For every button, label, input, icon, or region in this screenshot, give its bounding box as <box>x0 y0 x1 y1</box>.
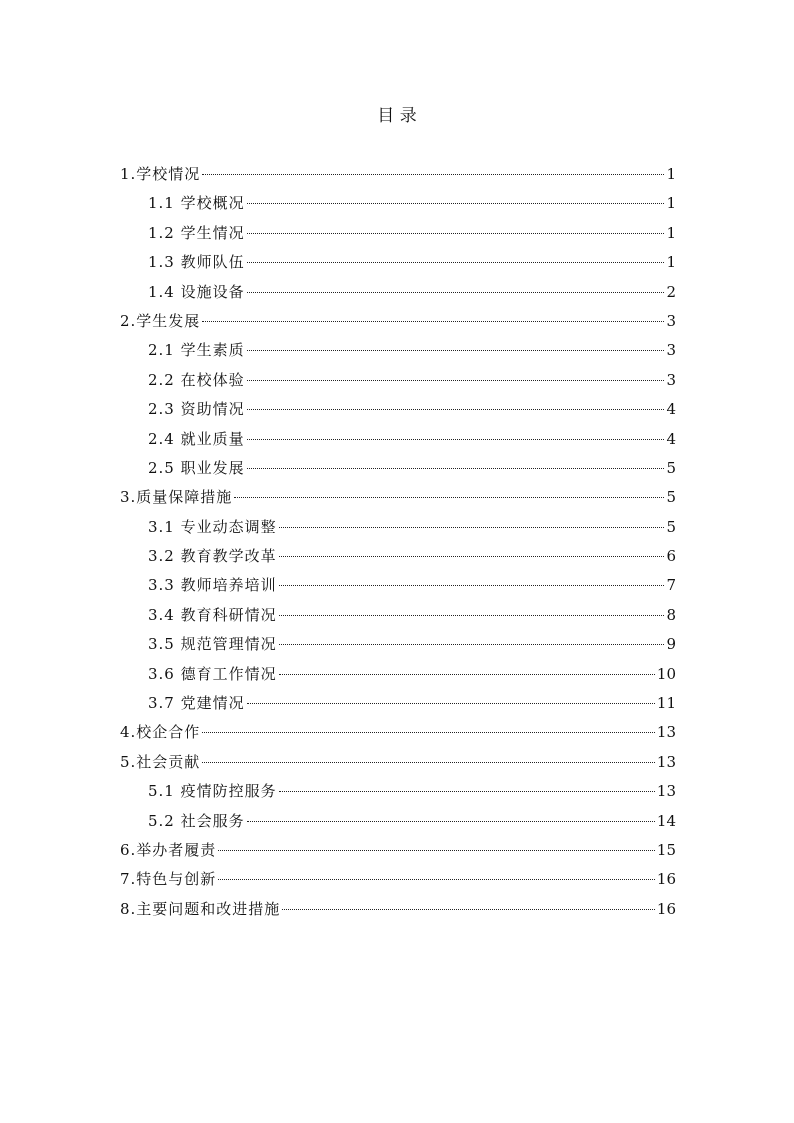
toc-page-number: 13 <box>656 752 676 771</box>
toc-page-number: 3 <box>666 370 676 389</box>
toc-dot-leader <box>247 262 665 263</box>
toc-entry[interactable] <box>120 542 676 571</box>
toc-entry-label: 5.社会贡献 <box>120 752 201 771</box>
toc-dot-leader <box>279 791 655 792</box>
toc-entry[interactable] <box>120 366 676 395</box>
toc-dot-leader <box>247 292 665 293</box>
toc-entry-label: 2.4 就业质量 <box>148 429 245 448</box>
toc-page-number: 16 <box>656 870 676 889</box>
toc-page-number: 2 <box>666 282 676 301</box>
toc-dot-leader <box>247 233 665 234</box>
toc-dot-leader <box>279 527 665 528</box>
toc-entry-label: 3.5 规范管理情况 <box>148 635 277 654</box>
toc-entry-label: 1.学校情况 <box>120 165 201 183</box>
toc-page-number: 9 <box>666 635 676 654</box>
toc-entry-label: 7.特色与创新 <box>120 870 217 889</box>
toc-entry-label: 1.1 学校概况 <box>148 194 245 213</box>
toc-entry[interactable] <box>120 483 676 512</box>
toc-entry[interactable] <box>120 454 676 483</box>
toc-page-number: 13 <box>656 723 676 742</box>
toc-page-number: 16 <box>656 899 676 918</box>
toc-entry[interactable] <box>120 425 676 454</box>
toc-entry[interactable] <box>120 160 676 189</box>
toc-entry[interactable] <box>120 336 676 365</box>
toc-entry[interactable] <box>120 865 676 894</box>
toc-dot-leader <box>202 732 655 733</box>
toc-entry-label: 1.4 设施设备 <box>148 282 245 301</box>
toc-entry[interactable] <box>120 278 676 307</box>
toc-entry-label: 3.2 教育教学改革 <box>148 547 277 566</box>
table-of-contents <box>120 160 676 924</box>
toc-page-number: 11 <box>656 694 676 713</box>
toc-entry-label: 5.1 疫情防控服务 <box>148 782 277 801</box>
toc-entry[interactable] <box>120 307 676 336</box>
toc-entry-label: 6.举办者履责 <box>120 840 217 859</box>
toc-page-number: 13 <box>656 782 676 801</box>
toc-dot-leader <box>202 174 664 175</box>
toc-page-number: 4 <box>666 400 676 419</box>
toc-entry[interactable] <box>120 630 676 659</box>
toc-dot-leader <box>234 497 664 498</box>
toc-dot-leader <box>279 556 665 557</box>
toc-dot-leader <box>279 674 655 675</box>
toc-page-number: 14 <box>656 811 676 830</box>
toc-page-number: 1 <box>666 194 676 213</box>
toc-entry[interactable] <box>120 601 676 630</box>
toc-dot-leader <box>279 615 665 616</box>
toc-entry-label: 3.4 教育科研情况 <box>148 605 277 624</box>
toc-entry-label: 3.7 党建情况 <box>148 694 245 713</box>
toc-dot-leader <box>247 380 665 381</box>
toc-entry-label: 2.3 资助情况 <box>148 400 245 419</box>
toc-entry-label: 2.1 学生素质 <box>148 341 245 360</box>
toc-dot-leader <box>247 439 665 440</box>
toc-dot-leader <box>247 203 665 204</box>
toc-dot-leader <box>282 909 655 910</box>
toc-entry-label: 3.3 教师培养培训 <box>148 576 277 595</box>
toc-dot-leader <box>202 762 655 763</box>
toc-page-number: 1 <box>666 253 676 272</box>
toc-entry[interactable] <box>120 777 676 806</box>
toc-page-number: 3 <box>666 311 676 330</box>
toc-dot-leader <box>202 321 664 322</box>
toc-page-number: 10 <box>656 664 676 683</box>
toc-entry[interactable] <box>120 513 676 542</box>
toc-page-number: 3 <box>666 341 676 360</box>
toc-dot-leader <box>218 879 655 880</box>
toc-page-number: 5 <box>666 488 676 507</box>
toc-page-number: 5 <box>666 517 676 536</box>
toc-dot-leader <box>247 409 665 410</box>
toc-page-number: 7 <box>666 576 676 595</box>
toc-entry-label: 5.2 社会服务 <box>148 811 245 830</box>
toc-page-number: 15 <box>656 840 676 859</box>
toc-dot-leader <box>247 703 655 704</box>
toc-dot-leader <box>247 350 665 351</box>
toc-entry-label: 2.5 职业发展 <box>148 458 245 477</box>
toc-page-number: 5 <box>666 458 676 477</box>
toc-page-number: 1 <box>666 223 676 242</box>
toc-entry-label: 8.主要问题和改进措施 <box>120 899 281 918</box>
toc-entry[interactable] <box>120 189 676 218</box>
toc-title: 目 录 <box>377 106 417 126</box>
toc-page-number: 1 <box>666 165 676 183</box>
toc-entry[interactable] <box>120 571 676 600</box>
toc-entry-label: 2.2 在校体验 <box>148 370 245 389</box>
toc-entry[interactable] <box>120 689 676 718</box>
toc-entry-label: 3.1 专业动态调整 <box>148 517 277 536</box>
toc-dot-leader <box>218 850 655 851</box>
toc-dot-leader <box>247 821 655 822</box>
toc-entry-label: 3.质量保障措施 <box>120 488 233 507</box>
toc-entry-label: 1.2 学生情况 <box>148 223 245 242</box>
toc-dot-leader <box>247 468 665 469</box>
toc-entry-label: 1.3 教师队伍 <box>148 253 245 272</box>
toc-entry[interactable] <box>120 748 676 777</box>
toc-entry[interactable] <box>120 248 676 277</box>
toc-entry[interactable] <box>120 219 676 248</box>
toc-page-number: 6 <box>666 547 676 566</box>
toc-entry[interactable] <box>120 895 676 924</box>
toc-entry[interactable] <box>120 718 676 747</box>
toc-entry-label: 4.校企合作 <box>120 723 201 742</box>
toc-page-number: 4 <box>666 429 676 448</box>
toc-dot-leader <box>279 644 665 645</box>
toc-dot-leader <box>279 585 665 586</box>
toc-entry[interactable] <box>120 836 676 865</box>
toc-entry[interactable] <box>120 807 676 836</box>
toc-entry-label: 3.6 德育工作情况 <box>148 664 277 683</box>
toc-entry-label: 2.学生发展 <box>120 311 201 330</box>
toc-page-number: 8 <box>666 605 676 624</box>
toc-entry[interactable] <box>120 395 676 424</box>
toc-entry[interactable] <box>120 660 676 689</box>
